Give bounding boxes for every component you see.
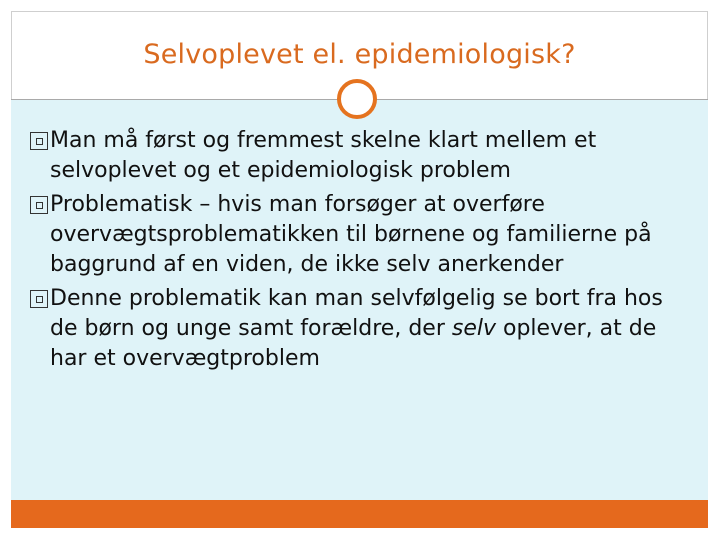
bullet-text-emphasis: selv (451, 316, 496, 341)
square-bullet-icon (30, 290, 48, 308)
bullet-text: Man må først og fremmest skelne klart mellem et selvoplevet og et epidemiologisk problem (50, 128, 597, 183)
bullet-item (16, 284, 696, 374)
bullet-text: Problematisk – hvis man forsøger at overføre overvægtsproblematikken til børnene og familierne på baggrund af en viden, de ikke selv anerkender (50, 192, 652, 277)
bullet-text-start: Denne problematik kan man selvfølgelig se bort fra hos de børn og unge samt forældre, der (50, 286, 663, 341)
circle-ornament-icon (337, 79, 377, 119)
bullet-list (16, 126, 696, 378)
footer-bar (11, 500, 708, 528)
slide-title: Selvoplevet el. epidemiologisk? (143, 39, 576, 70)
bullet-item (16, 190, 696, 280)
bullet-item (16, 126, 696, 186)
bullet-text-end: oplever, at de har et overvægtproblem (50, 316, 657, 371)
square-bullet-icon (30, 132, 48, 150)
square-bullet-icon (30, 196, 48, 214)
